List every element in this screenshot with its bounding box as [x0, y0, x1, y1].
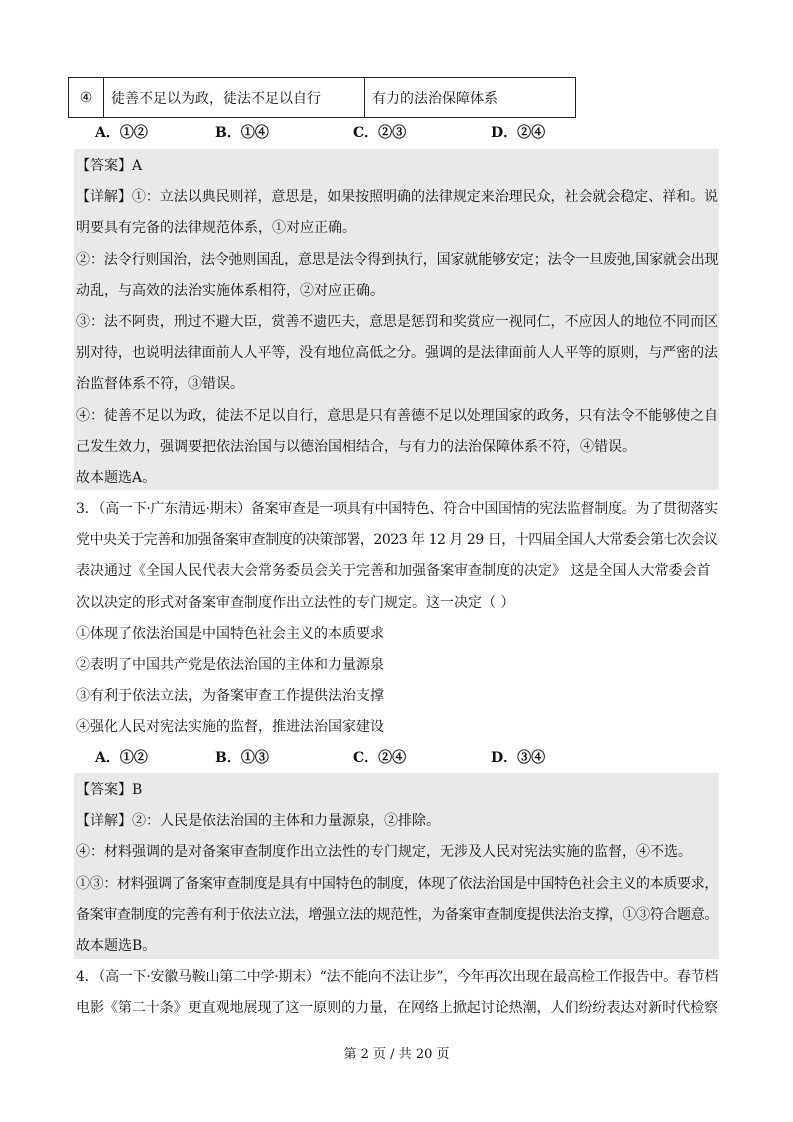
criteria-table — [68, 77, 576, 118]
q3-stem-line: 3．（高一下·广东清远·期末）备案审查是一项具有中国特色、符合中国国情的宪法监督制度。为了贯彻落实 — [76, 501, 718, 517]
q2-detail-line: ②：法令行则国治，法令弛则国乱，意思是法令得到执行，国家就能够安定；法令一旦废弛,国家就会出现 — [76, 252, 719, 268]
q3-detail-line: 备案审查制度的完善有利于依法立法，增强立法的规范性，为备案审查制度提供法治支撑，①③符合题意。 — [76, 907, 719, 923]
row-right-cell: 有力的法治保障体系 — [365, 78, 576, 118]
q3-detail-line: 【详解】②：人民是依法治国的主体和力量源泉，②排除。 — [76, 813, 440, 829]
q2-detail-line: ③：法不阿贵，刑过不避大臣，赏善不遗匹夫，意思是惩罚和奖赏应一视同仁，不应因人的地位不同而区 — [76, 314, 719, 330]
q3-answer-block — [74, 773, 719, 959]
q2-detail-line: ④：徒善不足以为政，徒法不足以自行，意思是只有善德不足以处理国家的政务，只有法令不能够使之自 — [76, 408, 719, 424]
q2-option-a: A．①② — [95, 125, 148, 141]
q4-stem-line: 电影《第二十条》更直观地展现了这一原则的力量，在网络上掀起讨论热潮，人们纷纷表达对新时代检察 — [76, 1000, 719, 1016]
q2-detail-line: 治监督体系不符，③错误。 — [76, 376, 244, 392]
q3-stem-line: 次以决定的形式对备案审查制度作出立法性的专门规定。这一决定（ ） — [76, 595, 515, 611]
q3-detail-line: ④：材料强调的是对备案审查制度作出立法性的专门规定，无涉及人民对宪法实施的监督，④不选。 — [76, 844, 692, 860]
q2-option-c: C．②③ — [353, 125, 407, 141]
q3-item: ①体现了依法治国是中国特色社会主义的本质要求 — [76, 626, 384, 642]
q3-detail-line: 故本题选B。 — [76, 938, 157, 954]
page-footer: 第 2 页 / 共 20 页 — [343, 1047, 450, 1062]
row-number: ④ — [69, 78, 104, 118]
q2-detail-line: 明要具有完备的法律规范体系，①对应正确。 — [76, 220, 356, 236]
table-row — [69, 78, 576, 118]
q3-option-c: C．②④ — [353, 750, 407, 766]
row-left-cell: 徒善不足以为政，徒法不足以自行 — [104, 78, 365, 118]
q3-option-a: A．①② — [95, 750, 148, 766]
q2-option-b: B．①④ — [215, 125, 269, 141]
q3-option-d: D．③④ — [491, 750, 546, 766]
q2-detail-line: 己发生效力，强调要把依法治国与以德治国相结合，与有力的法治保障体系不符，④错误。 — [76, 439, 636, 455]
q3-item: ④强化人民对宪法实施的监督，推进法治国家建设 — [76, 719, 384, 735]
q2-detail-line: 故本题选A。 — [76, 470, 157, 486]
q2-detail-line: 【详解】①：立法以典民则祥，意思是，如果按照明确的法律规定来治理民众，社会就会稳定、祥和。说 — [76, 189, 719, 205]
q3-item: ②表明了中国共产党是依法治国的主体和力量源泉 — [76, 657, 384, 673]
q3-answer: 【答案】B — [76, 782, 143, 798]
q2-answer: 【答案】A — [76, 158, 143, 174]
q3-item: ③有利于依法立法，为备案审查工作提供法治支撑 — [76, 688, 384, 704]
q3-stem-line: 表决通过《全国人民代表大会常务委员会关于完善和加强备案审查制度的决定》 这是全国人大常委会首 — [76, 563, 711, 579]
q3-option-b: B．①③ — [215, 750, 269, 766]
q2-detail-line: 动乱，与高效的法治实施体系相符，②对应正确。 — [76, 283, 384, 299]
q3-stem-line: 党中央关于完善和加强备案审查制度的决策部署，2023 年 12 月 29 日，十四届全国人大常委会第七次会议 — [76, 532, 718, 548]
q2-detail-line: 别对待，也说明法律面前人人平等，没有地位高低之分。强调的是法律面前人人平等的原则，与严密的法 — [76, 345, 719, 361]
q4-stem-line: 4．（高一下·安徽马鞍山第二中学·期末）“法不能向不法让步”，今年再次出现在最高检工作报告中。春节档 — [76, 969, 719, 985]
q3-detail-line: ①③：材料强调了备案审查制度是具有中国特色的制度，体现了依法治国是中国特色社会主义的本质要求， — [76, 876, 719, 892]
q2-option-d: D．②④ — [491, 125, 546, 141]
